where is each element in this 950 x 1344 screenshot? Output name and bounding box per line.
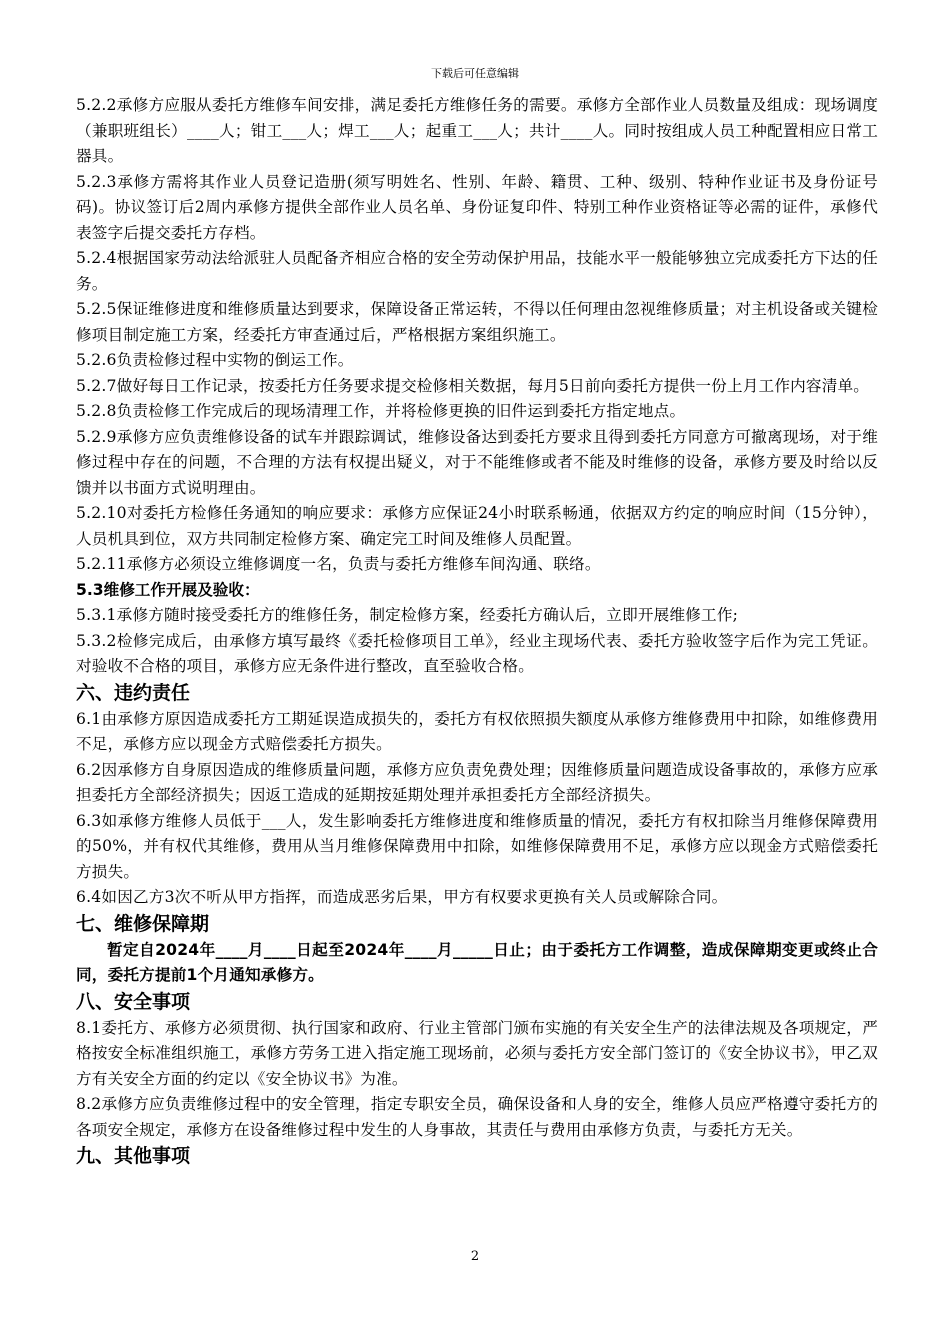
clause-5-2-6: 5.2.6负责检修过程中实物的倒运工作。 [76, 351, 354, 369]
clause-8-2: 8.2承修方应负责维修过程中的安全管理，指定专职安全员，确保设备和人身的安全，维修人员应严格遵守委托方的各项安全规定，承修方在设备维修过程中发生的人身事故，其责任与费用由承修方负责，与委托方无关。 [76, 1095, 878, 1139]
clause-8-1: 8.1委托方、承修方必须贯彻、执行国家和政府、行业主管部门颁布实施的有关安全生产的法律法规及各项规定，严格按安全标准组织施工，承修方劳务工进入指定施工现场前，必须与委托方安全部门签订的《安全协议书》，甲乙双方有关安全方面的约定以《安全协议书》为准。 [76, 1018, 878, 1088]
clause-5-3-2: 5.3.2检修完成后，由承修方填写最终《委托检修项目工单》，经业主现场代表、委托方验收签字后作为完工凭证。对验收不合格的项目，承修方应无条件进行整改，直至验收合格。 [76, 631, 878, 675]
clause-5-2-2: 5.2.2承修方应服从委托方维修车间安排，满足委托方维修任务的需要。承修方全部作业人员数量及组成：现场调度（兼职班组长）____人；钳工___人；焊工___人；起重工___人；共计____人。同时按组成人员工种配置相应日常工器具。 [76, 96, 878, 165]
clause-6-4: 6.4如因乙方3次不听从甲方指挥，而造成恶劣后果，甲方有权要求更换有关人员或解除合同。 [76, 888, 728, 906]
clause-6-3: 6.3如承修方维修人员低于___人，发生影响委托方维修进度和维修质量的情况，委托方有权扣除当月维修保障费用的50%，并有权代其维修，费用从当月维修保障费用中扣除，如维修保障费用不足，承修方应以现金方式赔偿委托方损失。 [76, 811, 878, 881]
page-number: 2 [470, 1249, 480, 1264]
clause-5-2-5: 5.2.5保证维修进度和维修质量达到要求，保障设备正常运转，不得以任何理由忽视维修质量；对主机设备或关键检修项目制定施工方案，经委托方审查通过后，严格根据方案组织施工。 [76, 300, 878, 344]
clause-5-2-8: 5.2.8负责检修工作完成后的现场清理工作，并将检修更换的旧件运到委托方指定地点。 [76, 402, 686, 420]
section-title-7: 七、维修保障期 [76, 912, 210, 935]
subsection-title-5-3: 5.3维修工作开展及验收： [76, 580, 260, 599]
clause-5-2-7: 5.2.7做好每日工作记录，按委托方任务要求提交检修相关数据，每月5日前向委托方提供一份上月工作内容清单。 [76, 376, 870, 395]
clause-5-2-11: 5.2.11承修方必须设立维修调度一名，负责与委托方维修车间沟通、联络。 [76, 555, 601, 573]
clause-5-2-9: 5.2.9承修方应负责维修设备的试车并跟踪调试，维修设备达到委托方要求且得到委托方同意方可撤离现场，对于维修过程中存在的问题，不合理的方法有权提出疑义，对于不能维修或者不能及时维修的设备，承修方要及时给以反馈并以书面方式说明理由。 [76, 427, 878, 497]
section-title-9: 九、其他事项 [76, 1145, 191, 1167]
clause-5-2-3: 5.2.3承修方需将其作业人员登记造册(须写明姓名、性别、年龄、籍贯、工种、级别、特种作业证书及身份证号码)。协议签订后2周内承修方提供全部作业人员名单、身份证复印件、特别工种作业资格证等必需的证件，承修代表签字后提交委托方存档。 [76, 172, 878, 242]
clause-6-2: 6.2因承修方自身原因造成的维修质量问题，承修方应负责免费处理；因维修质量问题造成设备事故的，承修方应承担委托方全部经济损失；因返工造成的延期按延期处理并承担委托方全部经济损失。 [76, 760, 878, 804]
warranty-period-text: 暂定自2024年____月____日起至2024年____月_____日止；由于委托方工作调整，造成保障期变更或终止合同，委托方提前1个月通知承修方。 [76, 940, 878, 984]
clause-5-3-1: 5.3.1承修方随时接受委托方的维修任务，制定检修方案，经委托方确认后，立即开展维修工作; [76, 606, 739, 624]
section-title-8: 八、安全事项 [76, 990, 191, 1013]
clause-5-2-4: 5.2.4根据国家劳动法给派驻人员配备齐相应合格的安全劳动保护用品，技能水平一般能够独立完成委托方下达的任务。 [76, 249, 878, 293]
clause-6-1: 6.1由承修方原因造成委托方工期延误造成损失的，委托方有权依照损失额度从承修方维修费用中扣除，如维修费用不足，承修方应以现金方式赔偿委托方损失。 [76, 709, 878, 753]
document-body [76, 93, 878, 1170]
section-title-6: 六、违约责任 [76, 681, 191, 704]
page-header: 下载后可任意编辑 [431, 67, 519, 80]
clause-5-2-10: 5.2.10对委托方检修任务通知的响应要求：承修方应保证24小时联系畅通，依据双方约定的响应时间（15分钟），人员机具到位，双方共同制定检修方案、确定完工时间及维修人员配置。 [76, 504, 878, 548]
